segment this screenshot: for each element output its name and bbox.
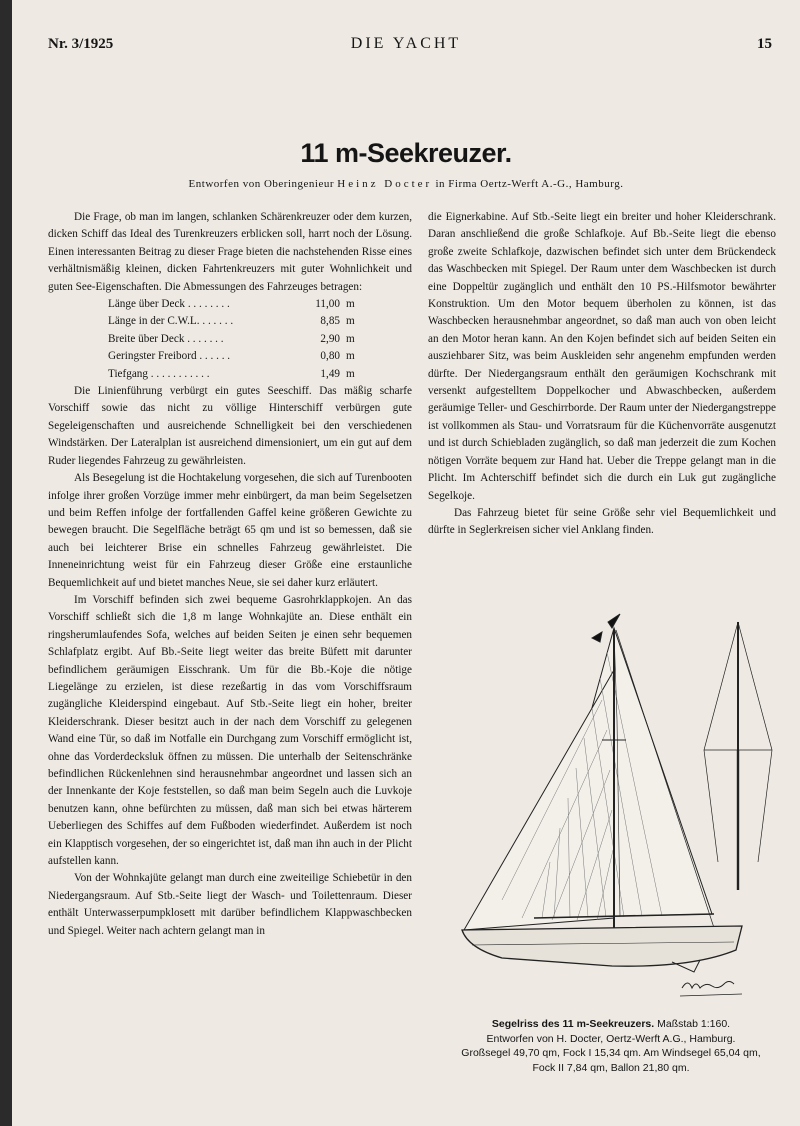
designer-signature xyxy=(682,982,734,989)
dimensions-table xyxy=(108,296,355,383)
caption-line-2: Entworfen von H. Docter, Oertz-Werft A.G., Hamburg. xyxy=(486,1032,736,1045)
subtitle-suffix: in Firma Oertz-Werft A.-G., Hamburg. xyxy=(432,178,624,190)
pennant-flag xyxy=(608,614,620,628)
subtitle-prefix: Entworfen von Oberingenieur xyxy=(188,178,338,190)
magazine-page xyxy=(12,0,800,1126)
caption-line-4: Fock II 7,84 qm, Ballon 21,80 qm. xyxy=(532,1061,690,1074)
article-subtitle xyxy=(12,178,800,190)
page-gutter xyxy=(0,0,12,1126)
paragraph: Die Linienführung verbürgt ein gutes Seeschiff. Das mäßig scharfe Vorschiff sowie das nicht zu völlige Hinterschiff verbürgen gute Segeleigenschaften und ausreichende Schnelligkeit bei den verschiedenen Windstärken. Der Lateralplan ist ausreichend dimensioniert, um ein gut auf dem Ruder liegendes Fahrzeug zu gewährleisten. xyxy=(48,385,412,467)
caption-line-1 xyxy=(436,1017,786,1032)
dimension-row: Länge in der C.W.L. . . . . . . 8,85 m xyxy=(108,315,355,328)
subtitle-author: Heinz Docter xyxy=(337,178,433,190)
page-number: 15 xyxy=(757,36,772,52)
magazine-name: DIE YACHT xyxy=(350,35,462,52)
paragraph: die Eignerkabine. Auf Stb.-Seite liegt ein breiter und hoher Kleiderschrank. Daran anschließend die große Schlafkoje. Auf Bb.-Seite liegt die ebenso große zweite Schlafkoje, dazwischen befindet sich unter dem Brückendeck das Waschbecken mit Spiegel. Der Raum unter dem Waschbecken ist durch eine Doppeltür zugänglich und enthält den 10 PS.-Hilfsmotor bewährter Konstruktion. Um den Motor bequem überholen zu können, ist das Waschbecken herausnehmbar angeordnet, so daß man auch von oben leicht an den Motor heran kann. An den Kojen befindet sich auf beiden Seiten ein ausziehbarer Sitz, was beim Auskleiden sehr angenehm empfunden werden dürfte. Der Niedergangsraum enthält den geräumigen Kochschrank mit versenkt aufgestelltem Doppelkocher und Abwaschbecken, außerdem geräumige Teller- und Geschirrborde. Der Raum unter der Niedergangstreppe ist vollkommen als Stau- und Vorratsraum für die Küchenvorräte ausgenutzt und ist durch Schiebladen zugänglich, so daß man jederzeit die zum Kochen nötigen Vorräte bequem zur Hand hat. Ueber die Treppe gelangt man in die Plicht. Im Achterschiff befindet sich die durch ein Luk gut zugängliche Segelkoje. xyxy=(428,211,776,502)
dimension-row: Geringster Freibord . . . . . . 0,80 m xyxy=(108,350,355,363)
issue-number: Nr. 3/1925 xyxy=(48,36,114,52)
sail-plan-drawing xyxy=(442,600,782,1010)
dimension-row: Breite über Deck . . . . . . . 2,90 m xyxy=(108,332,355,345)
caption-title: Segelriss des 11 m-Seekreuzers. xyxy=(491,1018,655,1030)
right-column xyxy=(428,209,776,540)
article-title: 11 m-Seekreuzer. xyxy=(300,138,512,168)
caption-line-3: Großsegel 49,70 qm, Fock I 15,34 qm. Am Windsegel 65,04 qm, xyxy=(461,1047,761,1059)
left-column xyxy=(48,209,412,940)
paragraph: Das Fahrzeug bietet für seine Größe sehr viel Bequemlichkeit und dürfte in Seglerkreisen sicher viel Anklang finden. xyxy=(428,506,776,537)
dimension-row: Tiefgang . . . . . . . . . . . 1,49 m xyxy=(108,367,355,380)
figure-caption xyxy=(436,1017,786,1075)
burgee-flag xyxy=(592,632,602,642)
caption-scale: Maßstab 1:160. xyxy=(654,1018,731,1030)
paragraph: Die Frage, ob man im langen, schlanken Schärenkreuzer oder dem kurzen, dicken Schiff das Ideal des Turenkreuzers erblicken soll, harrt noch der Lösung. Einen interessanten Beitrag zu dieser Frage bieten die nachstehenden Risse eines verhältnismäßig kleinen, dicken Fahrtenkreuzers mit guter Wohnlichkeit und guten See-Eigenschaften. Die Abmessungen des Fahrzeuges betragen: xyxy=(48,211,412,293)
dimension-row: Länge über Deck . . . . . . . . 11,00 m xyxy=(108,298,355,311)
paragraph: Im Vorschiff befinden sich zwei bequeme Gasrohrklappkojen. An das Vorschiff schließt sich die 1,8 m lange Wohnkajüte an. Diese enthält ein ringsherumlaufendes Sofa, welches auf beiden Seiten je einen sehr bequemen Schlafplatz ergibt. Auf Bb.-Seite liegt weiter das breite Büfett mit darunter befindlichem geräumigen Eisschrank. Um für die Bb.-Koje die nötige Liegelänge zu erzielen, ist diese rezeßartig in das vom Vorschiffsraum zugängliche Kleiderspind eingebaut. Auf Stb.-Seite liegt ein hoher, breiter Kleiderschrank. Dieser besitzt auch in der nach dem Vorschiff zu gelegenen Wand eine Tür, so daß im Notfalle ein Durchgang zum Vorschiff ermöglicht ist, ohne das Vorderdecksluk öffnen zu müssen. Die unterhalb der Seitenschränke befindlichen Rückenlehnen sind herausnehmbar angeordnet und lassen sich an der Innenkante der Koje feststellen, so daß man beim Segeln auch die Luvkoje benutzen kann, ohne befürchten zu müssen, daß man sich bei etwas härterem Ueberliegen des Schiffes auf dem Fußboden wiederfindet. Außerdem ist noch ein Klapptisch vorgesehen, der so eingerichtet ist, daß man ihn auch in der Plicht aufstellen kann. xyxy=(48,593,412,868)
paragraph: Als Besegelung ist die Hochtakelung vorgesehen, die sich auf Turenbooten infolge ihrer großen Vorzüge immer mehr einbürgert, da man beim Segelsetzen und beim Reffen infolge der fortfallenden Gaffel keine größeren Gewichte zu bewegen braucht. Die Segelfläche beträgt 65 qm und ist so bemessen, daß sie auch bei leichterer Brise ein schnelles Fahrzeug gewährleistet. Die Inneneinrichtung weist für ein Fahrzeug dieser Größe eine erstaunliche Bequemlichkeit auf und bietet manches Neue, sie sei daher kurz erläutert. xyxy=(48,472,412,589)
paragraph: Von der Wohnkajüte gelangt man durch eine zweiteilige Schiebetür in den Niedergangsraum. Auf Stb.-Seite liegt der Wasch- und Toilettenraum. Dieser enthält Unterwasserpumpklosett mit darüber befindlichem Klappwaschbecken und Spiegel. Weiter nach achtern gelangt man in xyxy=(48,872,412,937)
